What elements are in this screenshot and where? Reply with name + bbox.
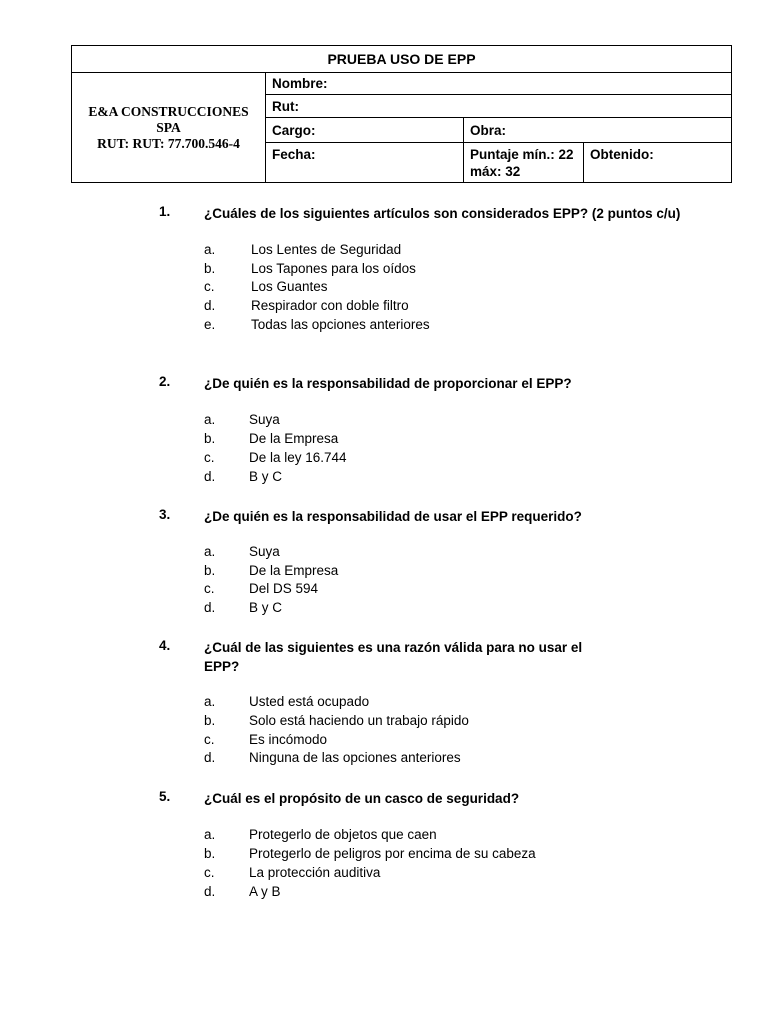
option-text: Suya — [249, 544, 280, 559]
company-type: SPA — [156, 119, 181, 135]
option-letter: d. — [204, 884, 216, 899]
option-letter: c. — [204, 279, 215, 294]
question-number: 3. — [159, 507, 171, 522]
option-letter: c. — [204, 865, 215, 880]
option-letter: d. — [204, 298, 216, 313]
question-text: ¿Cuál de las siguientes es una razón válida para no usar el EPP? — [204, 640, 583, 674]
option-text: Es incómodo — [249, 732, 328, 747]
option-text: La protección auditiva — [249, 865, 381, 880]
obra-field[interactable]: Obra: — [464, 118, 732, 143]
option-letter: b. — [204, 431, 216, 446]
option-text: Los Lentes de Seguridad — [251, 242, 402, 257]
option-text: B y C — [249, 600, 283, 615]
option-text: B y C — [249, 469, 283, 484]
option-text: Protegerlo de peligros por encima de su cabeza — [249, 846, 536, 861]
option-text: Los Tapones para los oídos — [251, 261, 416, 276]
option-letter: b. — [204, 846, 216, 861]
option-letter: b. — [204, 713, 216, 728]
option-letter: a. — [204, 544, 216, 559]
option-text: A y B — [249, 884, 281, 899]
option-letter: d. — [204, 469, 216, 484]
option-text: De la Empresa — [249, 563, 339, 578]
cargo-field[interactable]: Cargo: — [266, 118, 464, 143]
option-letter: b. — [204, 261, 216, 276]
question-number: 5. — [159, 789, 171, 804]
option-text: De la Empresa — [249, 431, 339, 446]
option-letter: c. — [204, 581, 215, 596]
rut-field[interactable]: Rut: — [266, 95, 732, 118]
option-letter: d. — [204, 750, 216, 765]
question-text: ¿De quién es la responsabilidad de proporcionar el EPP? — [204, 376, 572, 391]
option-text: Del DS 594 — [249, 581, 319, 596]
question-text: ¿Cuál es el propósito de un casco de seguridad? — [204, 791, 520, 806]
option-letter: c. — [204, 732, 215, 747]
nombre-field[interactable]: Nombre: — [266, 73, 732, 95]
option-letter: c. — [204, 450, 215, 465]
option-text: Usted está ocupado — [249, 694, 370, 709]
option-letter: d. — [204, 600, 216, 615]
exam-title: PRUEBA USO DE EPP — [72, 46, 732, 73]
company-rut: RUT: RUT: 77.700.546-4 — [97, 135, 240, 151]
puntaje-max: máx: 32 — [470, 164, 521, 179]
company-name: E&A CONSTRUCCIONES — [88, 103, 249, 119]
question-number: 4. — [159, 638, 171, 653]
option-letter: a. — [204, 827, 216, 842]
option-letter: e. — [204, 317, 216, 332]
exam-header-table — [71, 45, 732, 183]
obtenido-field[interactable]: Obtenido: — [584, 143, 732, 183]
option-text: Protegerlo de objetos que caen — [249, 827, 437, 842]
question-text: ¿Cuáles de los siguientes artículos son considerados EPP? (2 puntos c/u) — [204, 206, 681, 221]
option-text: Ninguna de las opciones anteriores — [249, 750, 461, 765]
question-text: ¿De quién es la responsabilidad de usar el EPP requerido? — [204, 509, 582, 524]
puntaje-field — [464, 143, 584, 183]
question-number: 2. — [159, 374, 171, 389]
option-text: Suya — [249, 412, 280, 427]
option-letter: a. — [204, 694, 216, 709]
fecha-field[interactable]: Fecha: — [266, 143, 464, 183]
option-text: Los Guantes — [251, 279, 328, 294]
option-text: Todas las opciones anteriores — [251, 317, 430, 332]
company-info — [72, 73, 266, 183]
option-letter: a. — [204, 242, 216, 257]
option-text: Solo está haciendo un trabajo rápido — [249, 713, 469, 728]
option-letter: a. — [204, 412, 216, 427]
puntaje-min: Puntaje mín.: 22 — [470, 147, 574, 162]
option-text: De la ley 16.744 — [249, 450, 347, 465]
option-letter: b. — [204, 563, 216, 578]
option-text: Respirador con doble filtro — [251, 298, 409, 313]
question-number: 1. — [159, 204, 171, 219]
